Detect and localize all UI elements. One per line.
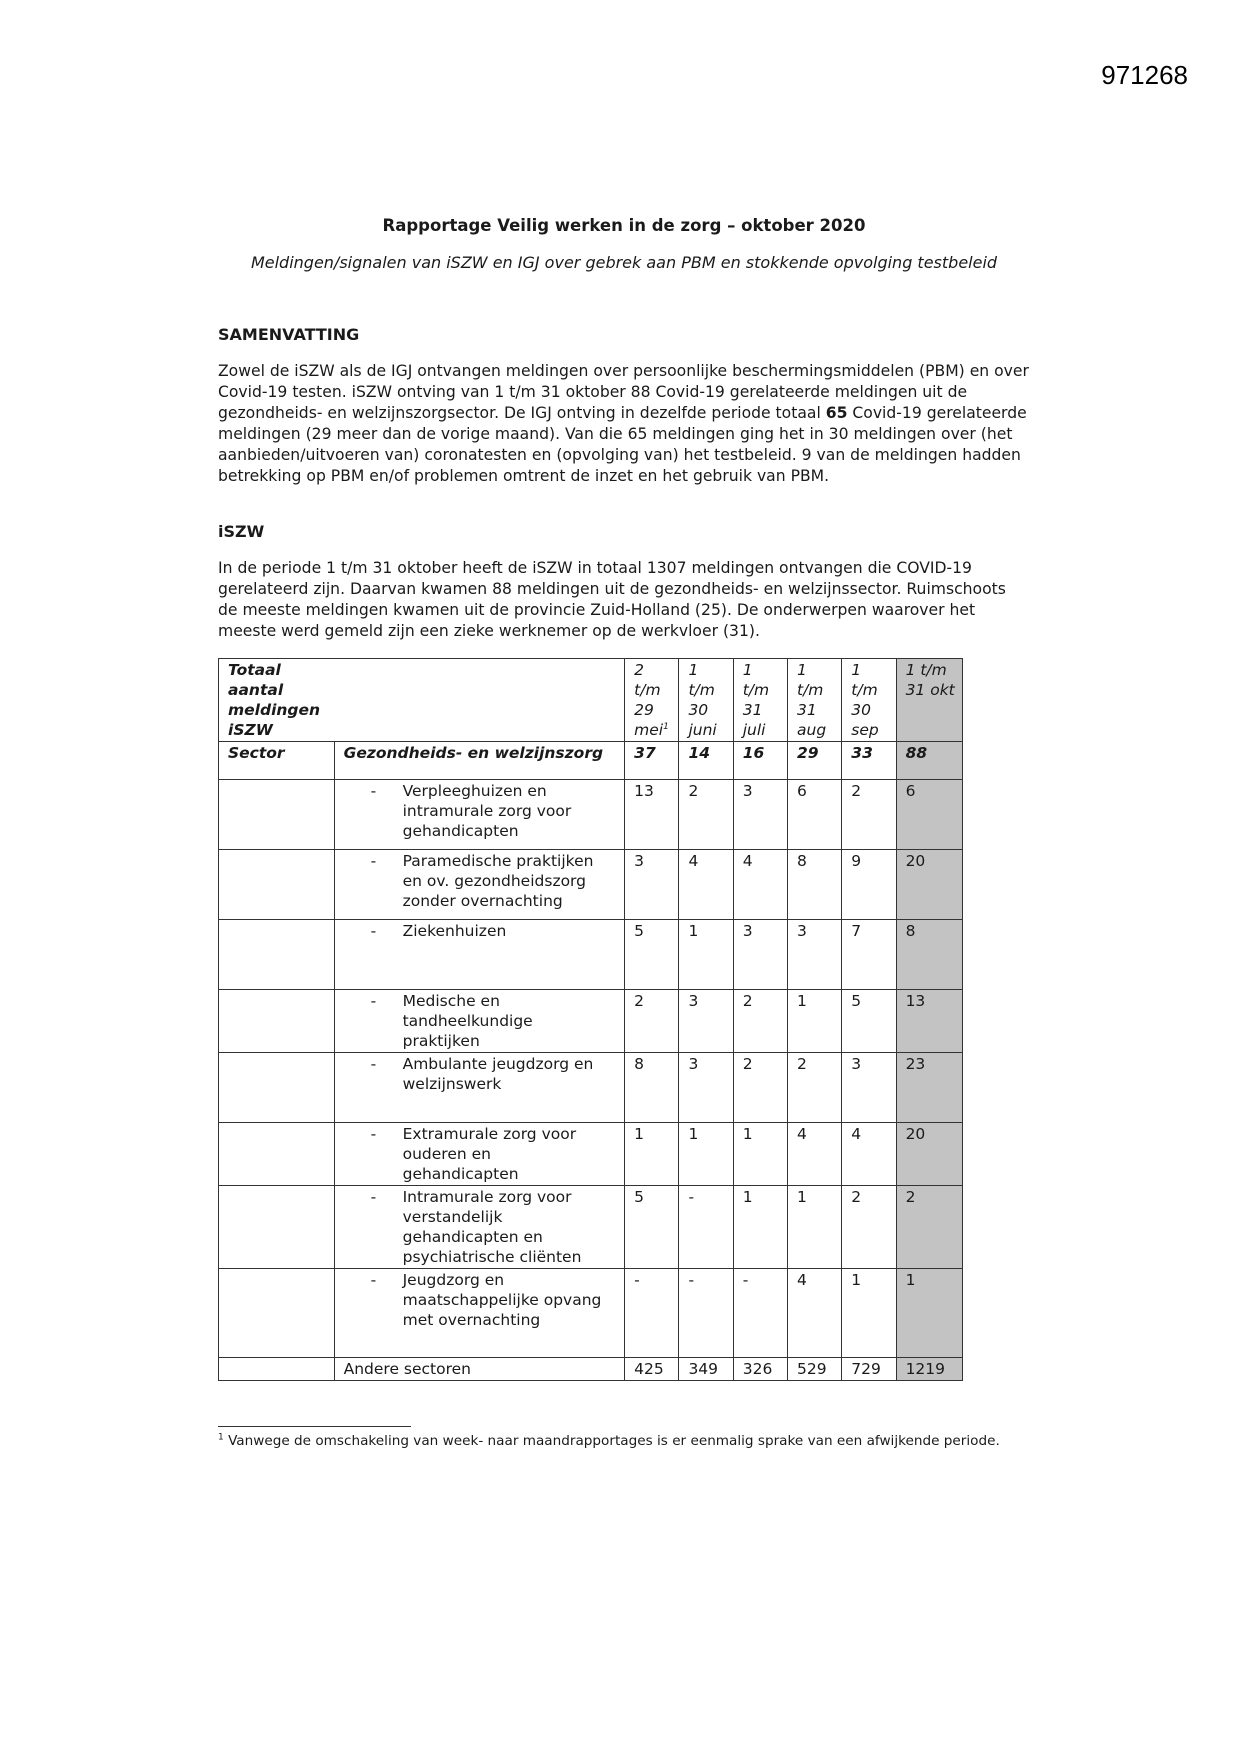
sector-value: 16 [733, 742, 787, 780]
summary-heading: SAMENVATTING [218, 325, 360, 344]
row-value: 3 [842, 1053, 896, 1123]
corner-label: Totaal aantal meldingen iSZW [228, 661, 321, 739]
summary-bold-number: 65 [825, 404, 848, 422]
other-value: 1219 [896, 1358, 962, 1381]
row-value: 1 [842, 1269, 896, 1358]
row-value: 1 [896, 1269, 962, 1358]
row-value: 3 [679, 1053, 733, 1123]
row-value: 23 [896, 1053, 962, 1123]
row-label: Paramedische praktijken en ov. gezondheidszorg zonder overnachting [402, 852, 594, 910]
row-value: 2 [896, 1186, 962, 1269]
table-row [219, 990, 963, 1053]
row-value: 5 [842, 990, 896, 1053]
summary-text-b: Covid-19 gerelateerde meldingen (29 meer dan de vorige maand). Van die 65 meldingen ging het in 30 meldingen over (het aanbieden/uitvoeren van) coronatesten en (opvolging van) het testbeleid. 9 van de meldingen hadden betrekking op PBM en/of problemen omtrent de inzet en het gebruik van PBM. [218, 404, 1027, 485]
table-row [219, 1123, 963, 1186]
sector-value: 29 [788, 742, 842, 780]
sector-value: 37 [625, 742, 679, 780]
row-value: 4 [733, 850, 787, 920]
table-row [219, 850, 963, 920]
period-label: 1 t/m 31 okt [905, 661, 955, 699]
row-label-cell [334, 780, 625, 850]
row-value: 3 [733, 920, 787, 990]
iszw-heading: iSZW [218, 522, 265, 541]
table-row [219, 1269, 963, 1358]
row-label-cell [334, 1053, 625, 1123]
period-header [625, 659, 679, 742]
period-header [788, 659, 842, 742]
row-value: 2 [733, 990, 787, 1053]
row-label-cell [334, 1269, 625, 1358]
empty-cell [219, 1358, 335, 1381]
row-value: 1 [733, 1186, 787, 1269]
row-label: Ziekenhuizen [402, 922, 507, 940]
row-value: 2 [679, 780, 733, 850]
iszw-reports-table [218, 658, 963, 1381]
other-value: 529 [788, 1358, 842, 1381]
other-value: 349 [679, 1358, 733, 1381]
row-value: 4 [842, 1123, 896, 1186]
row-label-cell [334, 990, 625, 1053]
row-value: 7 [842, 920, 896, 990]
row-value: - [625, 1269, 679, 1358]
iszw-paragraph: In de periode 1 t/m 31 oktober heeft de iSZW in totaal 1307 meldingen ontvangen die COVID-19 gerelateerd zijn. Daarvan kwamen 88 meldingen uit de gezondheids- en welzijnssector. Ruimschoots de meeste meldingen kwamen uit de provincie Zuid-Holland (25). De onderwerpen waarover het meeste werd gemeld zijn een zieke werknemer op de werkvloer (31). [218, 559, 1006, 640]
table-row [219, 1053, 963, 1123]
row-value: 3 [788, 920, 842, 990]
empty-cell [219, 1053, 335, 1123]
period-header [733, 659, 787, 742]
sector-row [219, 742, 963, 780]
row-label: Intramurale zorg voor verstandelijk gehandicapten en psychiatrische cliënten [402, 1188, 582, 1266]
row-label: Jeugdzorg en maatschappelijke opvang met overnachting [402, 1271, 602, 1329]
other-value: 729 [842, 1358, 896, 1381]
footnote-text: Vanwege de omschakeling van week- naar maandrapportages is er eenmalig sprake van een afwijkende periode. [228, 1433, 1000, 1449]
row-value: 2 [842, 1186, 896, 1269]
empty-cell [219, 1123, 335, 1186]
footnote-ref: 1 [663, 721, 669, 732]
row-dash: - [370, 1125, 377, 1143]
empty-cell [219, 990, 335, 1053]
footnote [218, 1432, 1030, 1451]
other-label: Andere sectoren [334, 1358, 625, 1381]
row-value: 5 [625, 920, 679, 990]
period-label: 1 t/m 31 aug [797, 661, 827, 739]
row-value: 6 [788, 780, 842, 850]
row-value: 1 [733, 1123, 787, 1186]
row-value: 2 [625, 990, 679, 1053]
row-value: 4 [788, 1123, 842, 1186]
table-row [219, 780, 963, 850]
row-value: 13 [896, 990, 962, 1053]
row-label-cell [334, 850, 625, 920]
period-label: 2 t/m 29 mei [634, 661, 664, 739]
row-label-cell [334, 1123, 625, 1186]
row-dash: - [370, 1188, 377, 1206]
footnote-mark: 1 [218, 1432, 224, 1443]
summary-paragraph [218, 361, 1030, 487]
sector-value: 33 [842, 742, 896, 780]
row-value: 13 [625, 780, 679, 850]
row-value: - [679, 1186, 733, 1269]
table-header-row [219, 659, 963, 742]
empty-cell [219, 1186, 335, 1269]
row-dash: - [370, 1055, 377, 1073]
row-value: - [733, 1269, 787, 1358]
row-value: 3 [733, 780, 787, 850]
report-title: Rapportage Veilig werken in de zorg – oktober 2020 [382, 216, 866, 235]
other-value: 425 [625, 1358, 679, 1381]
other-sectors-row [219, 1358, 963, 1381]
document-number: 971268 [1101, 60, 1188, 90]
row-value: 1 [788, 990, 842, 1053]
row-value: 20 [896, 850, 962, 920]
row-value: 1 [679, 1123, 733, 1186]
row-value: 4 [679, 850, 733, 920]
row-value: 8 [625, 1053, 679, 1123]
sector-name: Gezondheids- en welzijnszorg [334, 742, 625, 780]
empty-cell [219, 850, 335, 920]
report-subtitle: Meldingen/signalen van iSZW en IGJ over gebrek aan PBM en stokkende opvolging testbeleid [250, 253, 998, 272]
row-value: 3 [679, 990, 733, 1053]
row-value: 8 [788, 850, 842, 920]
row-value: - [679, 1269, 733, 1358]
period-label: 1 t/m 30 sep [851, 661, 879, 739]
footnote-divider [218, 1426, 411, 1427]
row-dash: - [370, 1271, 377, 1289]
sector-label: Sector [219, 742, 335, 780]
empty-cell [219, 1269, 335, 1358]
empty-cell [219, 780, 335, 850]
row-value: 1 [679, 920, 733, 990]
period-label: 1 t/m 30 juni [688, 661, 717, 739]
row-value: 8 [896, 920, 962, 990]
row-value: 4 [788, 1269, 842, 1358]
summary-text-a: Zowel de iSZW als de IGJ ontvangen meldingen over persoonlijke beschermingsmiddelen (PBM) en over Covid-19 testen. iSZW ontving van 1 t/m 31 oktober 88 Covid-19 gerelateerde meldingen uit de gezondheids- en welzijnszorgsector. De IGJ ontving in dezelfde periode totaal [218, 362, 1029, 422]
table-row [219, 920, 963, 990]
row-value: 1 [788, 1186, 842, 1269]
period-header [679, 659, 733, 742]
row-value: 5 [625, 1186, 679, 1269]
row-label: Extramurale zorg voor ouderen en gehandicapten [402, 1125, 577, 1183]
row-value: 2 [842, 780, 896, 850]
period-header [842, 659, 896, 742]
table-corner-header [219, 659, 625, 742]
other-value: 326 [733, 1358, 787, 1381]
row-label-cell [334, 1186, 625, 1269]
row-value: 20 [896, 1123, 962, 1186]
row-label: Ambulante jeugdzorg en welzijnswerk [402, 1055, 594, 1093]
row-label-cell [334, 920, 625, 990]
sector-value: 14 [679, 742, 733, 780]
row-label: Verpleeghuizen en intramurale zorg voor gehandicapten [402, 782, 572, 840]
row-value: 2 [788, 1053, 842, 1123]
empty-cell [219, 920, 335, 990]
row-value: 6 [896, 780, 962, 850]
sector-value: 88 [896, 742, 962, 780]
row-dash: - [370, 782, 377, 800]
row-value: 1 [625, 1123, 679, 1186]
row-dash: - [370, 852, 377, 870]
period-header [896, 659, 962, 742]
row-value: 9 [842, 850, 896, 920]
row-label: Medische en tandheelkundige praktijken [402, 992, 533, 1050]
table-row [219, 1186, 963, 1269]
period-label: 1 t/m 31 juli [742, 661, 770, 739]
row-value: 3 [625, 850, 679, 920]
row-dash: - [370, 922, 377, 940]
row-value: 2 [733, 1053, 787, 1123]
row-dash: - [370, 992, 377, 1010]
